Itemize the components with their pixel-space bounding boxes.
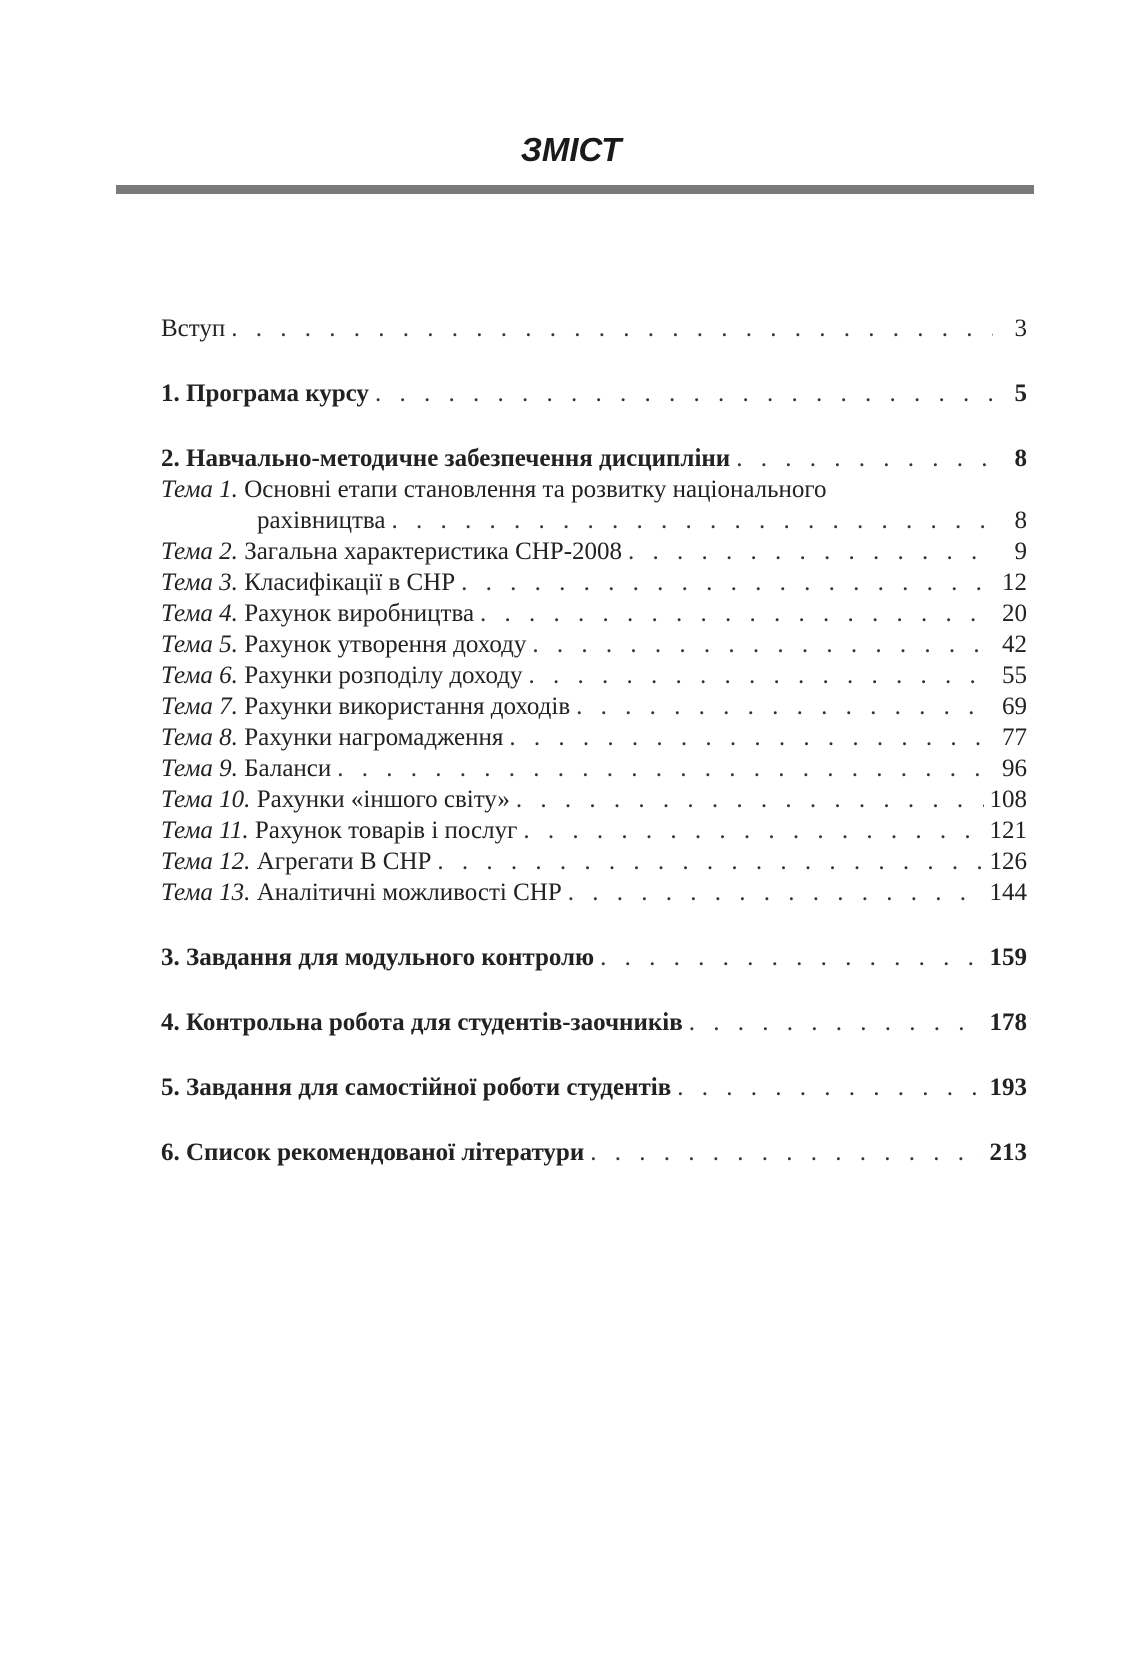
toc-page-number: 144: [989, 879, 1027, 906]
toc-entry-section-3[interactable]: [161, 942, 1027, 973]
toc-entry-topic-2[interactable]: [161, 536, 1027, 567]
toc-entry-text: [161, 846, 431, 877]
topic-label: Тема 6.: [161, 662, 238, 689]
dot-leader: [628, 536, 993, 567]
topic-title: Загальна характеристика СНР-2008: [244, 538, 623, 565]
topic-label: Тема 2.: [161, 538, 238, 565]
dot-leader: [532, 629, 993, 660]
toc-page-number: 12: [1002, 569, 1027, 596]
toc-entry-text: [161, 474, 827, 505]
topic-label: Тема 3.: [161, 569, 238, 596]
toc-page-number: 193: [989, 1074, 1027, 1101]
topic-label: Тема 8.: [161, 724, 238, 751]
topic-label: Тема 13.: [161, 879, 251, 906]
toc-entry-topic-12[interactable]: [161, 846, 1027, 877]
toc-page-number: 5: [1014, 380, 1027, 407]
topic-title: Рахунок товарів і послуг: [254, 817, 518, 844]
toc-entry-text: [161, 784, 510, 815]
dot-leader: [523, 815, 983, 846]
dot-leader: [480, 598, 993, 629]
topic-title: Рахунок виробництва: [244, 600, 475, 627]
dot-leader: [600, 942, 983, 973]
toc-entry-section-2[interactable]: [161, 443, 1027, 474]
toc-page-number: 159: [989, 944, 1027, 971]
topic-label: Тема 9.: [161, 755, 238, 782]
topic-title: Рахунки розподілу доходу: [244, 662, 523, 689]
dot-leader: [461, 567, 993, 598]
toc-entry-topic-1-continued[interactable]: [161, 505, 1027, 536]
topic-label: Тема 7.: [161, 693, 238, 720]
dot-leader: [576, 691, 993, 722]
toc-entry-text: 1. Програма курсу: [161, 380, 369, 407]
toc-page-number: 178: [989, 1009, 1027, 1036]
topic-title: Баланси: [244, 755, 332, 782]
toc-entry-text: 3. Завдання для модульного контролю: [161, 944, 595, 971]
toc-entry-text: [161, 815, 517, 846]
page-title: ЗМІСТ: [520, 131, 622, 168]
toc-page-number: 126: [989, 848, 1027, 875]
toc-entry-text: 6. Список рекомендованої літератури: [161, 1139, 585, 1166]
toc-entry-text: [161, 660, 522, 691]
toc-entry-section-1[interactable]: [161, 378, 1027, 409]
toc-entry-text: 5. Завдання для самостійної роботи студентів: [161, 1074, 672, 1101]
topic-title: Рахунок утворення доходу: [244, 631, 527, 658]
dot-leader: [337, 753, 993, 784]
toc-entry-topic-4[interactable]: [161, 598, 1027, 629]
toc-entry-topic-10[interactable]: [161, 784, 1027, 815]
toc-entry-section-4[interactable]: [161, 1007, 1027, 1038]
toc-entry-text: [161, 629, 526, 660]
toc-entry-topic-7[interactable]: [161, 691, 1027, 722]
topic-title: Рахунки використання доходів: [244, 693, 571, 720]
topic-title: Рахунки «іншого світу»: [256, 786, 510, 813]
topic-title: Класифікації в СНР: [244, 569, 456, 596]
toc-entry-topic-9[interactable]: [161, 753, 1027, 784]
toc-entry-topic-3[interactable]: [161, 567, 1027, 598]
toc-page-number: 3: [1014, 315, 1027, 342]
topic-title-continued: рахівництва: [257, 507, 386, 534]
toc-page-number: 42: [1002, 631, 1027, 658]
topic-title: Рахунки нагромадження: [244, 724, 504, 751]
dot-leader: [375, 378, 993, 409]
topic-label: Тема 11.: [161, 817, 249, 844]
toc-entry-section-5[interactable]: [161, 1072, 1027, 1103]
dot-leader: [689, 1007, 984, 1038]
toc-page-number: 69: [1002, 693, 1027, 720]
toc-entry-topic-11[interactable]: [161, 815, 1027, 846]
toc-page-number: 9: [1014, 538, 1027, 565]
toc-entry-text: [161, 691, 570, 722]
toc-entry-text: [161, 722, 503, 753]
toc-entry-text: 4. Контрольна робота для студентів-заочників: [161, 1009, 683, 1036]
toc-page-number: 121: [989, 817, 1027, 844]
toc-page-number: 96: [1002, 755, 1027, 782]
toc-entry-topic-13[interactable]: [161, 877, 1027, 908]
dot-leader: [590, 1137, 983, 1168]
dot-leader: [736, 443, 993, 474]
toc-entry-section-6[interactable]: [161, 1137, 1027, 1168]
toc-page-number: 55: [1002, 662, 1027, 689]
toc-page-number: 8: [1014, 445, 1027, 472]
toc-page-number: 8: [1014, 507, 1027, 534]
toc-entry-intro[interactable]: [161, 313, 1027, 344]
topic-label: Тема 12.: [161, 848, 251, 875]
toc-page-number: 108: [989, 786, 1027, 813]
toc-entry-text: [161, 877, 562, 908]
toc-entry-text: 2. Навчально-методичне забезпечення дисципліни: [161, 445, 731, 472]
toc-page-number: 77: [1002, 724, 1027, 751]
dot-leader: [391, 505, 993, 536]
toc-entry-topic-8[interactable]: [161, 722, 1027, 753]
toc-entry-text: [161, 753, 331, 784]
topic-title: Основні етапи становлення та розвитку національного: [244, 476, 827, 503]
dot-leader: [568, 877, 984, 908]
toc-entry-topic-1[interactable]: [161, 474, 1027, 505]
toc-entry-text: [161, 567, 455, 598]
title-divider: [116, 185, 1034, 194]
table-of-contents: [161, 313, 1027, 1168]
toc-entry-text: Вступ: [161, 315, 226, 342]
topic-label: Тема 5.: [161, 631, 238, 658]
dot-leader: [516, 784, 984, 815]
toc-entry-text: [161, 536, 622, 567]
topic-label: Тема 4.: [161, 600, 238, 627]
dot-leader: [509, 722, 993, 753]
toc-entry-topic-5[interactable]: [161, 629, 1027, 660]
topic-title: Аналітичні можливості СНР: [256, 879, 562, 906]
topic-title: Агрегати В СНР: [256, 848, 432, 875]
topic-label: Тема 1.: [161, 476, 238, 503]
dot-leader: [528, 660, 993, 691]
dot-leader: [677, 1072, 983, 1103]
toc-entry-text: [161, 598, 474, 629]
dot-leader: [437, 846, 983, 877]
topic-label: Тема 10.: [161, 786, 251, 813]
dot-leader: [231, 313, 993, 344]
toc-page-number: 213: [989, 1139, 1027, 1166]
toc-page-number: 20: [1002, 600, 1027, 627]
toc-entry-topic-6[interactable]: [161, 660, 1027, 691]
